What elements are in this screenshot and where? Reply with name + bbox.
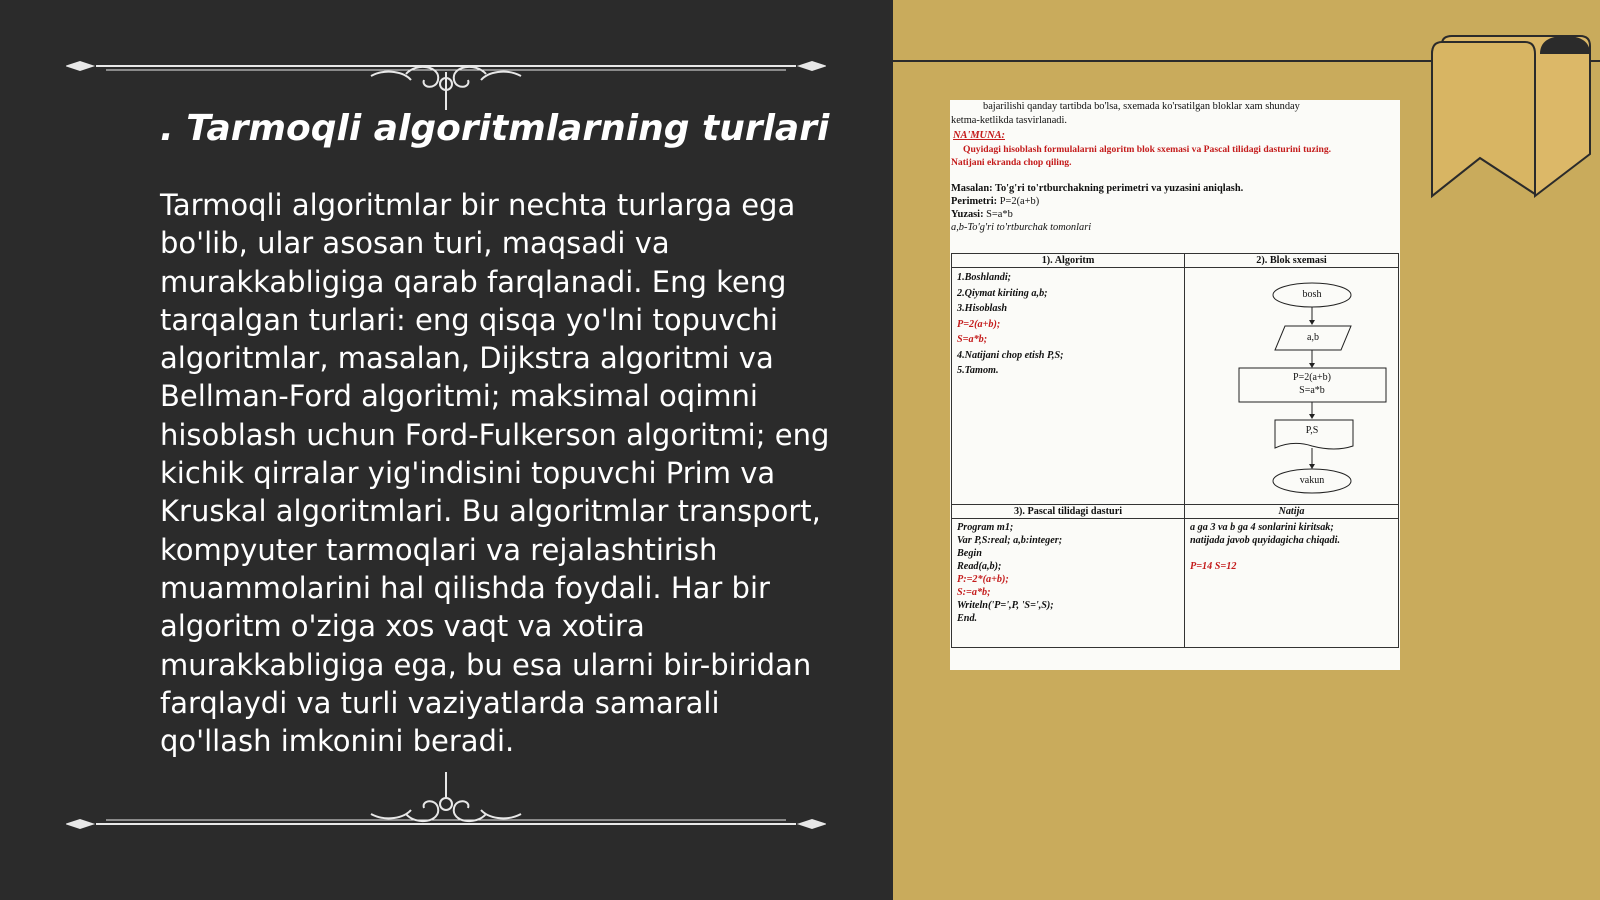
flow-start-label: bosh [1302, 289, 1322, 300]
doc-pascal-line: Writeln('P=',P, 'S=',S); [957, 600, 1054, 611]
flow-process-label-2: S=a*b [1299, 385, 1325, 396]
doc-pascal-line: Program m1; [957, 522, 1014, 533]
doc-col-pascal: 3). Pascal tilidagi dasturi [952, 505, 1185, 519]
doc-result-line: P=14 S=12 [1190, 561, 1237, 572]
bookmark-ribbon-icon [1430, 34, 1600, 204]
doc-intro-line-2: ketma-ketlikda tasvirlanadi. [951, 115, 1067, 126]
doc-col-natija: Natija [1185, 505, 1399, 519]
doc-masalan: Masalan: To'g'ri to'rtburchakning perimetri va yuzasini aniqlash. [951, 183, 1244, 194]
doc-task-line-2: Natijani ekranda chop qiling. [951, 157, 1072, 168]
slide-title: . Tarmoqli algoritmlarning turlari [160, 108, 830, 149]
ornament-divider-bottom [66, 770, 826, 830]
doc-col-algoritm: 1). Algoritm [952, 254, 1185, 268]
doc-algorithm-table [951, 253, 1399, 648]
doc-pascal-line: End. [957, 613, 978, 624]
doc-algorithm-step: 1.Boshlandi; [957, 272, 1012, 283]
doc-namuna-heading: NA'MUNA: [953, 130, 1005, 141]
flow-input-label: a,b [1307, 332, 1319, 343]
doc-col-blok: 2). Blok sxemasi [1185, 254, 1399, 268]
doc-task-line-1: Quyidagi hisoblash formulalarni algoritm blok sxemasi va Pascal tilidagi dasturini tuzing. [963, 144, 1332, 155]
doc-algorithm-step: 5.Tamom. [957, 365, 999, 376]
doc-sides: a,b-To'g'ri to'rtburchak tomonlari [951, 222, 1092, 233]
doc-result-line [1190, 547, 1393, 560]
doc-pascal-line: Read(a,b); [957, 561, 1002, 572]
flow-end-label: vakun [1299, 475, 1325, 486]
embedded-document-image [950, 100, 1400, 670]
flow-process-label-1: P=2(a+b) [1293, 372, 1331, 383]
doc-intro-line-1: bajarilishi qanday tartibda bo'lsa, sxemada ko'rsatilgan bloklar xam shunday [983, 101, 1300, 112]
doc-pascal-code [952, 519, 1185, 648]
doc-result [1185, 519, 1399, 648]
doc-pascal-line: P:=2*(a+b); [957, 574, 1009, 585]
doc-perimetri: Perimetri: P=2(a+b) [951, 196, 1040, 207]
doc-algorithm-step: 2.Qiymat kiriting a,b; [957, 287, 1048, 299]
doc-flowchart [1185, 268, 1399, 505]
doc-pascal-line: Var P,S:real; a,b:integer; [957, 535, 1063, 546]
doc-algorithm-step: 3.Hisoblash [957, 303, 1008, 314]
doc-result-line: a ga 3 va b ga 4 sonlarini kiritsak; [1190, 522, 1334, 533]
slide-body-text: Tarmoqli algoritmlar bir nechta turlarga ega bo'lib, ular asosan turi, maqsadi va murakkabligiga qarab farqlanadi. Eng keng tarqalgan turlari: eng qisqa yo'lni topuvchi algoritmlar, masalan, Dijkstra algoritmi va Bellman-Ford algoritmi; maksimal oqimni hisoblash uchun Ford-Fulkerson algoritmi; eng kichik qirralar yig'indisini topuvchi Prim va Kruskal algoritmlari. Bu algoritmlar transport, kompyuter tarmoqlari va rejalashtirish muammolarini hal qilishda foydali. Har bir algoritm o'ziga xos vaqt va xotira murakkabligiga ega, bu esa ularni bir-biridan farqlaydi va turli vaziyatlarda samarali qo'llash imkonini beradi. [160, 188, 830, 759]
flow-output-label: P,S [1305, 425, 1319, 436]
ornament-divider-top [66, 50, 826, 110]
doc-algorithm-step: S=a*b; [957, 334, 988, 345]
doc-pascal-line: S:=a*b; [957, 587, 991, 598]
doc-algorithm-step: P=2(a+b); [957, 318, 1001, 330]
doc-pascal-line: Begin [957, 548, 982, 559]
doc-result-line: natijada javob quyidagicha chiqadi. [1190, 535, 1340, 546]
doc-algorithm-steps [952, 268, 1185, 505]
doc-algorithm-step: 4.Natijani chop etish P,S; [957, 349, 1064, 361]
doc-yuzasi: Yuzasi: S=a*b [951, 209, 1013, 220]
